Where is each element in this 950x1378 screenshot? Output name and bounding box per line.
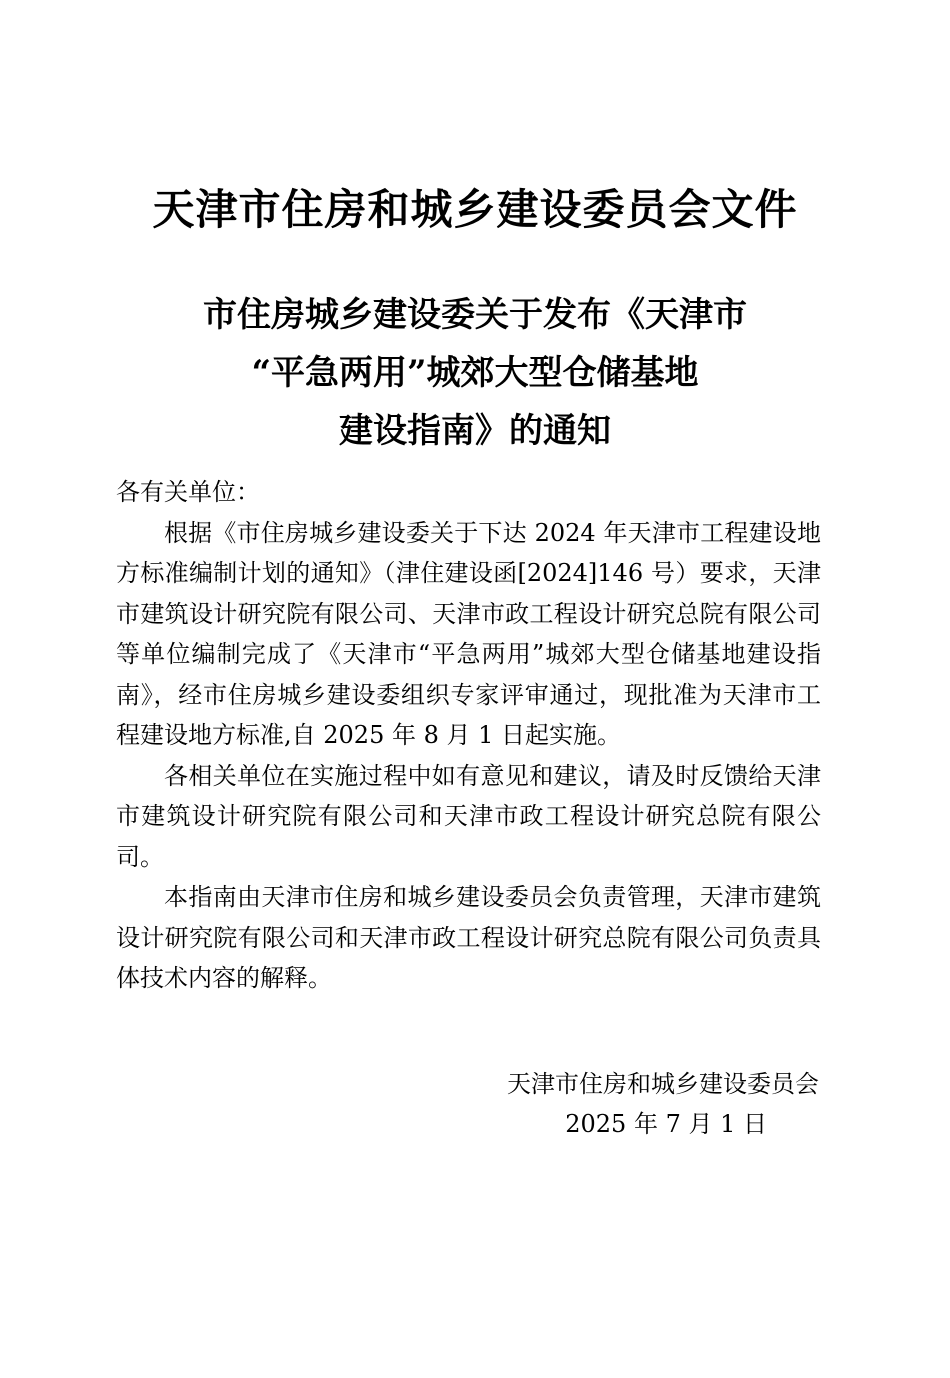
document-title-line: 市住房城乡建设委关于发布《天津市 bbox=[203, 295, 747, 335]
signature-organization: 天津市住房和城乡建设委员会 bbox=[507, 1070, 819, 1098]
issuer-header-title: 天津市住房和城乡建设委员会文件 bbox=[152, 185, 798, 234]
body-paragraph: 各相关单位在实施过程中如有意见和建议，请及时反馈给天津市建筑设计研究院有限公司和天津市政工程设计研究总院有限公司。 bbox=[116, 761, 821, 871]
document-body bbox=[116, 472, 821, 999]
body-paragraph: 根据《市住房城乡建设委关于下达 2024 年天津市工程建设地方标准编制计划的通知》（津住建设函[2024]146 号）要求，天津市建筑设计研究院有限公司、天津市政工程设计研究总院有限公司等单位编制完成了《天津市“平急两用”城郊大型仓储基地建设指南》，经市住房城乡建设委组织专家评审通过，现批准为天津市工程建设地方标准,自 2025 年 8 月 1 日起实施。 bbox=[116, 518, 821, 749]
signature-block bbox=[400, 1064, 819, 1144]
signature-date: 2025 年 7 月 1 日 bbox=[565, 1110, 767, 1138]
document-title-line: 建设指南》的通知 bbox=[339, 411, 611, 451]
document-title-line: “平急两用”城郊大型仓储基地 bbox=[251, 353, 699, 393]
document-title bbox=[0, 286, 950, 460]
body-paragraph: 本指南由天津市住房和城乡建设委员会负责管理，天津市建筑设计研究院有限公司和天津市政工程设计研究总院有限公司负责具体技术内容的解释。 bbox=[116, 883, 821, 992]
salutation: 各有关单位： bbox=[116, 478, 260, 506]
